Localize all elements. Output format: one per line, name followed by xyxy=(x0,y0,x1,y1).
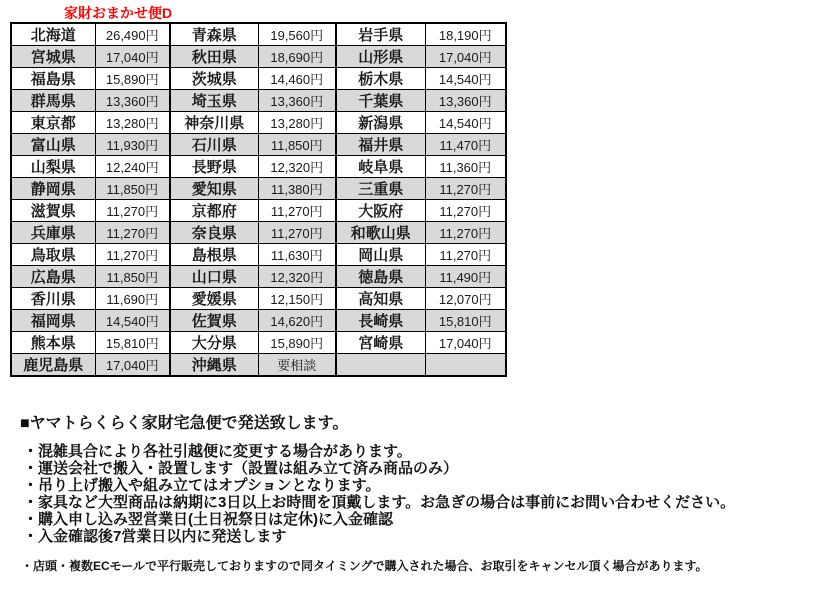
prefecture-cell xyxy=(336,354,425,377)
prefecture-cell: 三重県 xyxy=(336,178,425,200)
price-cell: 26,490円 xyxy=(95,23,170,46)
table-row xyxy=(11,134,506,156)
prefecture-cell: 山口県 xyxy=(170,266,258,288)
price-cell: 11,850円 xyxy=(258,134,336,156)
prefecture-cell: 大阪府 xyxy=(336,200,425,222)
table-row xyxy=(11,310,506,332)
price-cell: 11,270円 xyxy=(258,222,336,244)
prefecture-cell: 山形県 xyxy=(336,46,425,68)
prefecture-cell: 群馬県 xyxy=(11,90,95,112)
prefecture-cell: 岩手県 xyxy=(336,23,425,46)
price-cell: 13,360円 xyxy=(95,90,170,112)
price-cell: 17,040円 xyxy=(425,46,506,68)
price-cell: 17,040円 xyxy=(425,332,506,354)
notes-small-note: ・店頭・複数ECモールで平行販売しておりますので同タイミングで購入された場合、お取引をキャンセル頂く場合があります。 xyxy=(21,559,708,573)
price-cell: 11,930円 xyxy=(95,134,170,156)
prefecture-cell: 長崎県 xyxy=(336,310,425,332)
prefecture-cell: 愛知県 xyxy=(170,178,258,200)
price-cell xyxy=(425,354,506,377)
prefecture-cell: 長野県 xyxy=(170,156,258,178)
price-cell: 12,320円 xyxy=(258,266,336,288)
table-row xyxy=(11,222,506,244)
price-cell: 14,540円 xyxy=(425,68,506,90)
price-cell: 11,270円 xyxy=(425,200,506,222)
note-line: ・購入申し込み翌営業日(土日祝祭日は定休)に入金確認 xyxy=(23,511,393,528)
table-row xyxy=(11,90,506,112)
note-line: ・混雑具合により各社引越便に変更する場合があります。 xyxy=(23,443,412,460)
prefecture-cell: 鹿児島県 xyxy=(11,354,95,377)
price-cell: 14,460円 xyxy=(258,68,336,90)
prefecture-cell: 佐賀県 xyxy=(170,310,258,332)
prefecture-cell: 鳥取県 xyxy=(11,244,95,266)
price-table-body xyxy=(11,23,506,376)
table-row xyxy=(11,354,506,377)
price-cell: 11,270円 xyxy=(258,200,336,222)
price-cell: 11,360円 xyxy=(425,156,506,178)
price-cell: 11,630円 xyxy=(258,244,336,266)
prefecture-cell: 宮崎県 xyxy=(336,332,425,354)
table-row xyxy=(11,23,506,46)
price-cell: 11,270円 xyxy=(425,244,506,266)
table-row xyxy=(11,156,506,178)
prefecture-cell: 北海道 xyxy=(11,23,95,46)
prefecture-cell: 大分県 xyxy=(170,332,258,354)
price-cell: 18,690円 xyxy=(258,46,336,68)
prefecture-cell: 岡山県 xyxy=(336,244,425,266)
prefecture-cell: 福岡県 xyxy=(11,310,95,332)
prefecture-cell: 広島県 xyxy=(11,266,95,288)
price-cell: 19,560円 xyxy=(258,23,336,46)
price-cell: 15,810円 xyxy=(425,310,506,332)
price-cell: 13,360円 xyxy=(258,90,336,112)
price-cell: 11,270円 xyxy=(95,200,170,222)
price-cell: 12,320円 xyxy=(258,156,336,178)
prefecture-cell: 石川県 xyxy=(170,134,258,156)
prefecture-cell: 新潟県 xyxy=(336,112,425,134)
table-row xyxy=(11,68,506,90)
prefecture-cell: 滋賀県 xyxy=(11,200,95,222)
prefecture-cell: 愛媛県 xyxy=(170,288,258,310)
price-cell: 12,240円 xyxy=(95,156,170,178)
table-row xyxy=(11,332,506,354)
prefecture-cell: 埼玉県 xyxy=(170,90,258,112)
prefecture-cell: 高知県 xyxy=(336,288,425,310)
price-cell: 14,540円 xyxy=(95,310,170,332)
prefecture-cell: 香川県 xyxy=(11,288,95,310)
price-cell: 11,690円 xyxy=(95,288,170,310)
note-line: ・吊り上げ搬入や組み立てはオプションとなります。 xyxy=(23,477,381,494)
table-row xyxy=(11,266,506,288)
prefecture-cell: 茨城県 xyxy=(170,68,258,90)
prefecture-cell: 神奈川県 xyxy=(170,112,258,134)
price-cell: 11,490円 xyxy=(425,266,506,288)
price-cell: 11,270円 xyxy=(95,222,170,244)
price-cell: 11,850円 xyxy=(95,266,170,288)
prefecture-cell: 沖縄県 xyxy=(170,354,258,377)
prefecture-cell: 宮城県 xyxy=(11,46,95,68)
table-row xyxy=(11,200,506,222)
price-cell: 12,150円 xyxy=(258,288,336,310)
prefecture-cell: 静岡県 xyxy=(11,178,95,200)
price-cell: 12,070円 xyxy=(425,288,506,310)
prefecture-cell: 秋田県 xyxy=(170,46,258,68)
prefecture-cell: 東京都 xyxy=(11,112,95,134)
prefecture-cell: 富山県 xyxy=(11,134,95,156)
prefecture-cell: 山梨県 xyxy=(11,156,95,178)
prefecture-cell: 京都府 xyxy=(170,200,258,222)
price-cell: 13,360円 xyxy=(425,90,506,112)
note-line: ・運送会社で搬入・設置します（設置は組み立て済み商品のみ） xyxy=(23,460,459,477)
price-cell: 11,470円 xyxy=(425,134,506,156)
price-cell: 要相談 xyxy=(258,354,336,377)
table-row xyxy=(11,288,506,310)
prefecture-cell: 徳島県 xyxy=(336,266,425,288)
prefecture-cell: 熊本県 xyxy=(11,332,95,354)
price-cell: 17,040円 xyxy=(95,46,170,68)
prefecture-cell: 岐阜県 xyxy=(336,156,425,178)
price-cell: 11,270円 xyxy=(425,222,506,244)
price-cell: 18,190円 xyxy=(425,23,506,46)
price-cell: 17,040円 xyxy=(95,354,170,377)
price-cell: 15,890円 xyxy=(95,68,170,90)
prefecture-cell: 福井県 xyxy=(336,134,425,156)
prefecture-cell: 島根県 xyxy=(170,244,258,266)
shipping-notes xyxy=(20,410,810,574)
prefecture-cell: 栃木県 xyxy=(336,68,425,90)
prefecture-cell: 福島県 xyxy=(11,68,95,90)
prefecture-cell: 青森県 xyxy=(170,23,258,46)
table-row xyxy=(11,46,506,68)
price-table-title: 家財おまかせ便D xyxy=(64,5,173,21)
price-cell: 11,850円 xyxy=(95,178,170,200)
price-cell: 11,380円 xyxy=(258,178,336,200)
notes-bullet-list xyxy=(20,443,810,545)
prefecture-cell: 和歌山県 xyxy=(336,222,425,244)
price-cell: 13,280円 xyxy=(95,112,170,134)
price-cell: 13,280円 xyxy=(258,112,336,134)
price-cell: 14,540円 xyxy=(425,112,506,134)
table-row xyxy=(11,112,506,134)
price-cell: 15,890円 xyxy=(258,332,336,354)
price-cell: 11,270円 xyxy=(425,178,506,200)
table-row xyxy=(11,178,506,200)
note-line: ・家具など大型商品は納期に3日以上お時間を頂戴します。お急ぎの場合は事前にお問い合わせください。 xyxy=(23,494,736,511)
prefecture-cell: 兵庫県 xyxy=(11,222,95,244)
price-cell: 14,620円 xyxy=(258,310,336,332)
prefecture-cell: 千葉県 xyxy=(336,90,425,112)
note-line: ・入金確認後7営業日以内に発送します xyxy=(23,528,287,545)
notes-heading: ■ヤマトらくらく家財宅急便で発送致します。 xyxy=(20,415,349,432)
price-cell: 15,810円 xyxy=(95,332,170,354)
shipping-price-table xyxy=(10,22,507,377)
table-row xyxy=(11,244,506,266)
prefecture-cell: 奈良県 xyxy=(170,222,258,244)
price-cell: 11,270円 xyxy=(95,244,170,266)
